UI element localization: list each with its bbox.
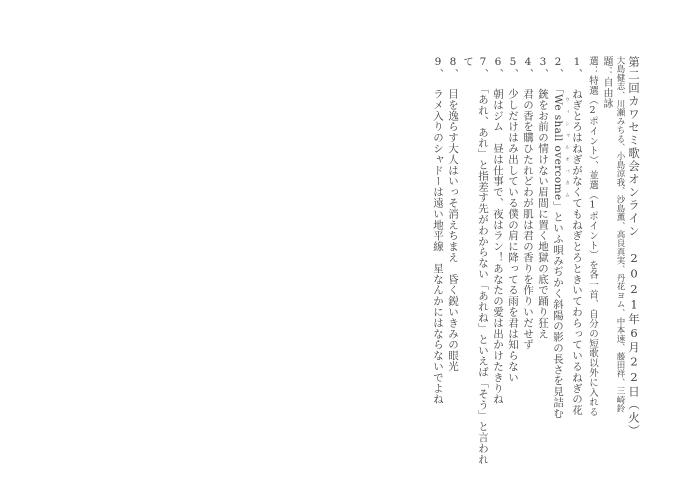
poem-7-number: 7、 [477,56,489,80]
poem-2-number: 2、 [552,56,564,80]
poem-4-text: 君の香を購ひたれどわが肌は君の香りを作りいだせず [522,88,534,350]
poem-2-text: 」といふ唄みぢかく斜陽の影の長さを見詰む [552,200,564,419]
poem-8-text: 目を逸らす大人はいっそ消えちまえ 昏く鋭いきみの眼光 [447,88,459,372]
poem-7-text: 「あれ、あれ」と指差す先がわからない「あれね」といえば「そう」と言われて [462,56,489,465]
poem-5 [506,56,521,472]
poem-5-text: 少しだけはみ出している僕の肩に降ってる雨を君は知らない [507,88,519,383]
poem-1-text: ねぎとろはねぎがなくてもねぎとろときいてわらっているねぎの花 [571,88,583,416]
poem-7 [461,56,491,472]
poem-3 [536,56,551,472]
poem-5-number: 5、 [507,56,519,80]
poem-2-english: We shall overcome [552,93,564,201]
poem-4 [521,56,536,472]
poem-2-furigana: ウィシャルオバカム [564,93,570,201]
poem-6 [491,56,506,472]
poem-3-number: 3、 [537,56,549,80]
vertical-text-sheet [20,56,642,472]
selection-rule-line: 選：特選（2ポイント）、並選（1ポイント）を各一首、自分の短歌以外に入れる [587,56,598,417]
poem-2-open-quote: 「 [552,88,564,94]
poem-6-number: 6、 [492,56,504,80]
poem-9-number: 9、 [432,56,444,80]
poem-1-number: 1、 [571,56,583,80]
poem-4-number: 4、 [522,56,534,80]
theme-line: 題：自由詠 [601,56,612,109]
poem-9 [431,56,446,472]
poem-list [431,56,585,472]
poem-2 [551,56,570,472]
poem-3-text: 銃をお前の情けない眉間に置く地獄の底で踊り狂え [537,88,549,339]
poem-9-text: ラメ入りのシャドーは遠い地平線 星なんかにはならないでよね [432,88,444,405]
poem-8 [446,56,461,472]
participants-list: 大島健志、川瀬みちる、小島涼我、沙島薫、高良真実、丹花ヨム、中本速、藤田祥、三崎鈴 [615,56,625,413]
poem-2-english-with-furigana [552,93,570,201]
poem-1 [570,56,585,472]
meeting-title: 第二回カワセミ歌会オンライン 2021年6月22日（火） [627,56,641,438]
poem-8-number: 8、 [447,56,459,80]
poem-6-text: 朝はジム 昼は仕事で、夜はラン！あなたの愛は出かけたきりね [492,88,504,405]
